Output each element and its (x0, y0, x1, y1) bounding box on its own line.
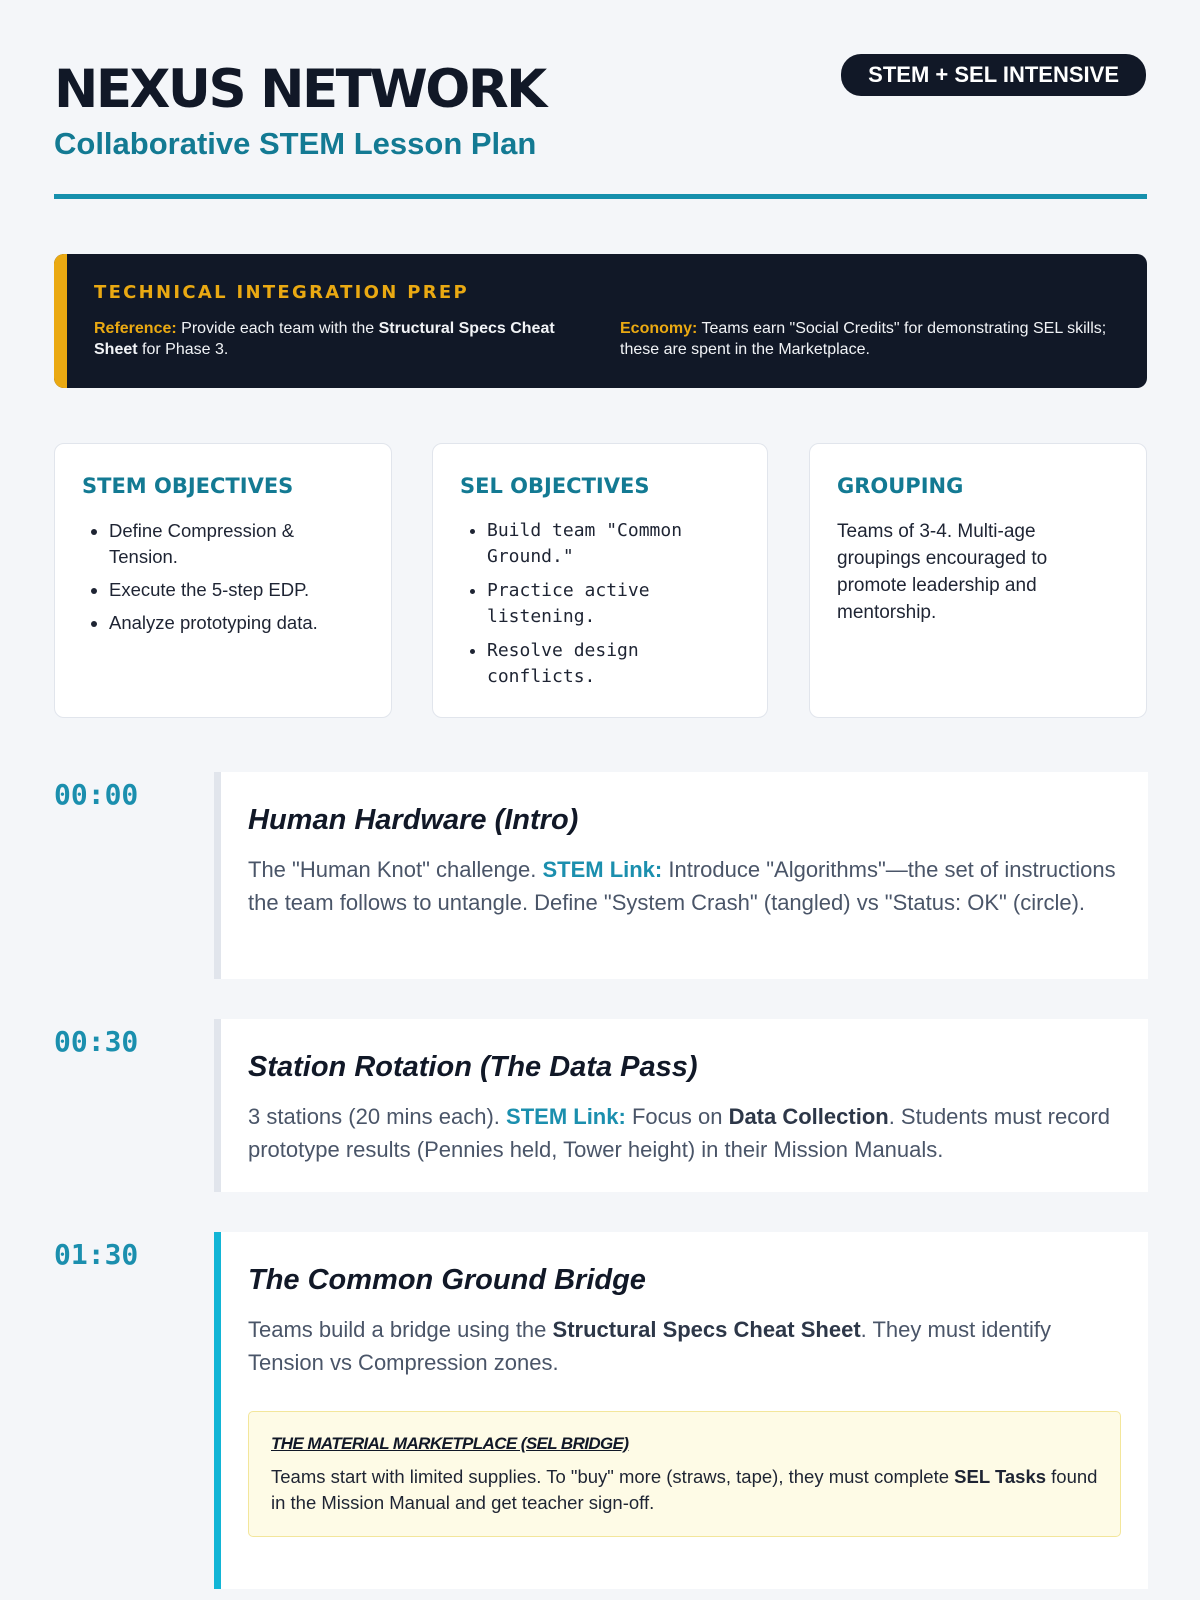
grouping-text: Teams of 3-4. Multi-age groupings encouraged to promote leadership and mentorship. (837, 521, 1048, 623)
body-text: Focus on (631, 1104, 723, 1129)
body-text: . Students must record prototype results (Pennies held, Tower height) in their Mission Manuals. (248, 1104, 1111, 1162)
grouping-title: GROUPING (837, 474, 964, 498)
list-item: • Analyze prototyping data. (109, 610, 364, 636)
marketplace-body (271, 1464, 1098, 1516)
intensive-badge: STEM + SEL INTENSIVE (841, 54, 1146, 96)
sel-objectives-title: SEL OBJECTIVES (460, 474, 650, 498)
page-header (54, 60, 1146, 162)
body-text: found in the Mission Manual and get teacher sign-off. (271, 1466, 1098, 1513)
sel-objectives-list (460, 518, 740, 690)
timeline-time: 00:30 (54, 1025, 139, 1058)
list-item: • Define Compression & Tension. (109, 518, 364, 570)
timeline-item-title: The Common Ground Bridge (248, 1264, 646, 1296)
timeline-item-common-ground-bridge (214, 1232, 1148, 1589)
stem-objectives-title: STEM OBJECTIVES (82, 474, 294, 498)
sel-objectives-card (432, 443, 768, 718)
stem-objectives-card (54, 443, 392, 718)
body-text: 3 stations (20 mins each). (248, 1104, 500, 1129)
reference-text-end: for Phase 3. (142, 341, 229, 358)
stem-objectives-list (82, 518, 364, 636)
economy-text: Teams earn "Social Credits" for demonstrating SEL skills; these are spent in the Marketplace. (620, 320, 1107, 358)
list-item: • Execute the 5-step EDP. (109, 577, 364, 603)
body-text: The "Human Knot" challenge. (248, 857, 537, 882)
header-divider (54, 194, 1147, 199)
stem-link-label: STEM Link: (542, 857, 663, 882)
reference-label: Reference: (94, 320, 177, 337)
body-text: Introduce "Algorithms"—the set of instructions the team follows to untangle. Define "System Crash" (tangled) vs "Status: OK" (circle). (248, 857, 1116, 915)
body-text: . They must identify Tension vs Compression zones. (248, 1317, 1051, 1375)
prep-title: TECHNICAL INTEGRATION PREP (94, 282, 469, 303)
marketplace-title: THE MATERIAL MARKETPLACE (SEL BRIDGE) (271, 1434, 629, 1453)
page-subtitle: Collaborative STEM Lesson Plan (54, 126, 537, 161)
technical-prep-panel (54, 254, 1147, 388)
timeline-time: 01:30 (54, 1238, 139, 1271)
list-item: • Practice active listening. (487, 578, 740, 630)
body-text: Teams start with limited supplies. To "buy" more (straws, tape), they must complete (271, 1466, 950, 1487)
timeline-item-body (248, 853, 1121, 919)
body-bold: SEL Tasks (954, 1466, 1047, 1487)
prep-accent-bar (54, 254, 67, 388)
timeline-item-station-rotation (214, 1019, 1148, 1192)
timeline-item-title: Human Hardware (Intro) (248, 804, 579, 836)
reference-text: Provide each team with the (181, 320, 375, 337)
list-item: • Build team "Common Ground." (487, 518, 740, 570)
timeline-item-body (248, 1100, 1121, 1166)
list-item: • Resolve design conflicts. (487, 638, 740, 690)
grouping-card (809, 443, 1147, 718)
timeline-item-human-hardware (214, 772, 1148, 979)
body-text: Teams build a bridge using the (248, 1317, 547, 1342)
prep-economy (620, 318, 1128, 360)
body-bold: Structural Specs Cheat Sheet (552, 1317, 861, 1342)
body-bold: Data Collection (728, 1104, 889, 1129)
reference-bold: Structural Specs Cheat Sheet (94, 320, 555, 358)
timeline-item-body (248, 1313, 1121, 1379)
timeline-time: 00:00 (54, 778, 139, 811)
prep-reference (94, 318, 574, 360)
page-title: NEXUS NETWORK (54, 59, 545, 120)
material-marketplace-callout (248, 1411, 1121, 1537)
stem-link-label: STEM Link: (506, 1104, 626, 1129)
timeline-item-title: Station Rotation (The Data Pass) (248, 1051, 698, 1083)
economy-label: Economy: (620, 320, 698, 337)
